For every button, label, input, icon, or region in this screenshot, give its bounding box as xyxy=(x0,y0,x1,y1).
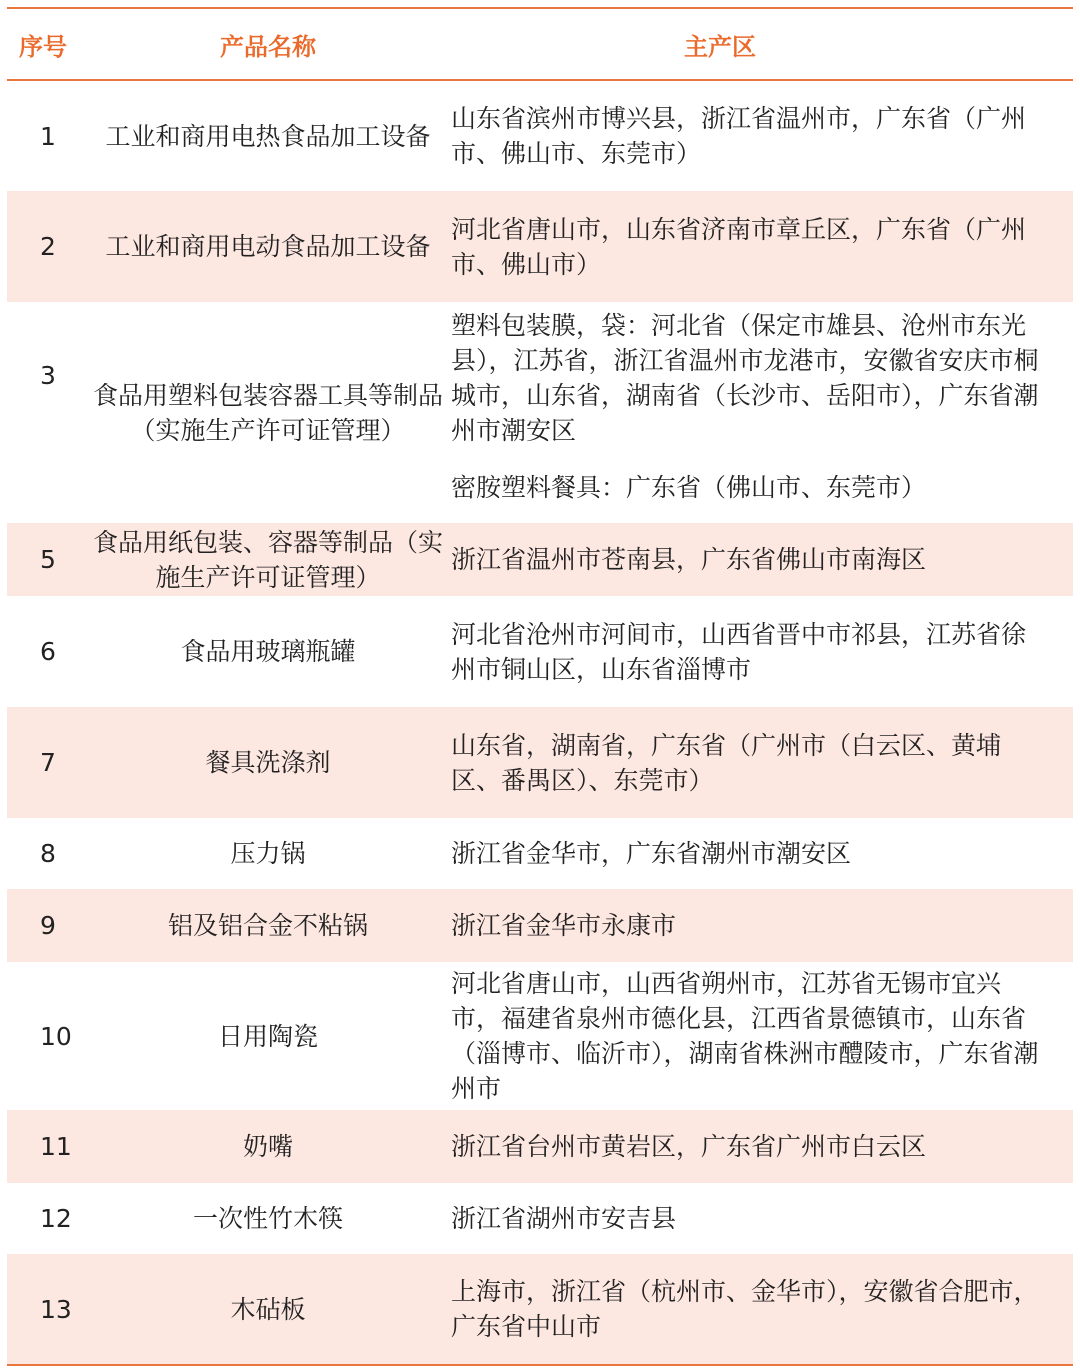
table-row xyxy=(7,962,1073,1110)
table-row xyxy=(7,818,1073,889)
row-product: 奶嘴 xyxy=(242,1132,293,1161)
row-seq: 2 xyxy=(40,232,56,261)
table-row xyxy=(7,707,1073,818)
row-seq: 9 xyxy=(40,911,56,940)
row-region-part: 密胺塑料餐具：广东省（佛山市、东莞市） xyxy=(451,473,927,502)
header-region: 主产区 xyxy=(684,32,756,61)
row-seq: 12 xyxy=(40,1204,72,1233)
row-product: 木砧板 xyxy=(230,1294,306,1324)
row-seq: 11 xyxy=(40,1132,72,1161)
row-seq: 8 xyxy=(40,839,56,868)
row-product: 食品用塑料包装容器工具等制品（实施生产许可证管理） xyxy=(92,381,443,445)
row-seq: 5 xyxy=(40,545,56,574)
row-region-part: 塑料包装膜，袋：河北省（保定市雄县、沧州市东光县），江苏省，浙江省温州市龙港市，安徽省安庆市桐城市，山东省，湖南省（长沙市、岳阳市），广东省潮州市潮安区 xyxy=(451,311,1039,445)
table-row xyxy=(7,1254,1073,1364)
table-row xyxy=(7,191,1073,302)
row-product: 工业和商用电动食品加工设备 xyxy=(105,232,431,261)
row-product: 工业和商用电热食品加工设备 xyxy=(105,121,431,151)
row-seq: 1 xyxy=(40,121,56,151)
row-seq: 3 xyxy=(40,361,56,390)
row-region: 浙江省温州市苍南县，广东省佛山市南海区 xyxy=(451,545,927,574)
row-product: 一次性竹木筷 xyxy=(192,1204,343,1233)
product-region-table xyxy=(7,7,1073,1366)
table-header xyxy=(7,9,1073,81)
row-product: 日用陶瓷 xyxy=(217,1021,318,1051)
row-region: 河北省沧州市河间市，山西省晋中市祁县，江苏省徐州市铜山区，山东省淄博市 xyxy=(451,619,1027,684)
row-region: 浙江省金华市永康市 xyxy=(451,911,677,940)
row-region: 上海市，浙江省（杭州市、金华市），安徽省合肥市，广东省中山市 xyxy=(451,1277,1039,1341)
table-row xyxy=(7,81,1073,191)
row-region: 山东省，湖南省，广东省（广州市（白云区、黄埔区、番禺区）、东莞市） xyxy=(451,730,1002,795)
row-region: 河北省唐山市，山东省济南市章丘区，广东省（广州市、佛山市） xyxy=(451,214,1027,279)
table-row xyxy=(7,523,1073,596)
row-product: 食品用玻璃瓶罐 xyxy=(180,637,356,666)
row-product: 铝及铝合金不粘锅 xyxy=(167,911,368,940)
row-seq: 10 xyxy=(40,1021,72,1051)
row-region: 浙江省湖州市安吉县 xyxy=(451,1204,677,1233)
table-row xyxy=(7,302,1073,523)
table-row xyxy=(7,596,1073,707)
row-seq: 6 xyxy=(40,637,56,666)
row-region: 山东省滨州市博兴县，浙江省温州市，广东省（广州市、佛山市、东莞市） xyxy=(451,104,1027,168)
row-product: 食品用纸包装、容器等制品（实施生产许可证管理） xyxy=(92,527,443,592)
row-seq: 13 xyxy=(40,1294,72,1324)
row-product: 压力锅 xyxy=(230,839,306,868)
row-region xyxy=(447,302,1073,523)
table-row xyxy=(7,889,1073,962)
row-region: 河北省唐山市，山西省朔州市，江苏省无锡市宜兴市，福建省泉州市德化县，江西省景德镇市，山东省（淄博市、临沂市），湖南省株洲市醴陵市，广东省潮州市 xyxy=(451,969,1039,1103)
row-product: 餐具洗涤剂 xyxy=(205,748,331,777)
header-product: 产品名称 xyxy=(220,32,316,61)
row-region: 浙江省台州市黄岩区，广东省广州市白云区 xyxy=(451,1132,927,1161)
table-row xyxy=(7,1110,1073,1183)
header-seq: 序号 xyxy=(19,32,67,61)
table-row xyxy=(7,1183,1073,1254)
row-region: 浙江省金华市，广东省潮州市潮安区 xyxy=(451,839,852,868)
row-seq: 7 xyxy=(40,748,56,777)
